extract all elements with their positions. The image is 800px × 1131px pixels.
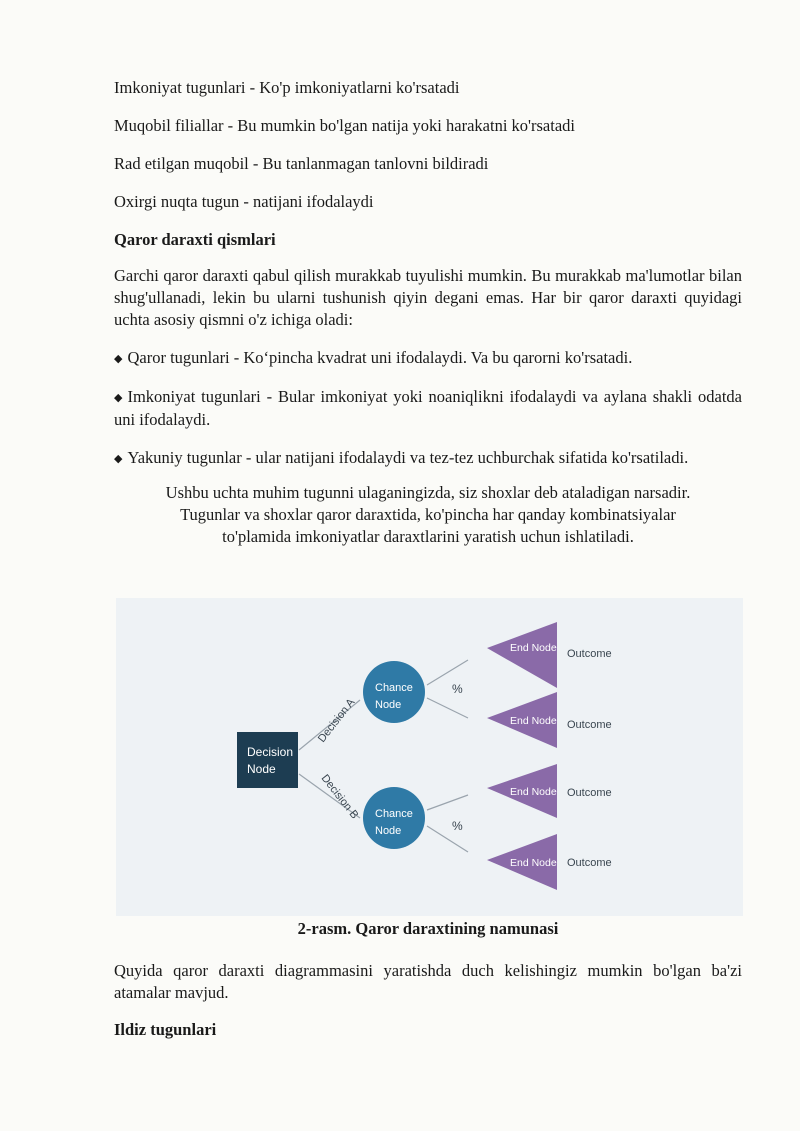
outcome-label: Outcome [567,648,612,660]
branch-label-b: Decision B [318,772,361,822]
document-body [114,72,742,548]
decision-node-square [237,732,298,788]
branch-label-a: Decision A [315,696,358,745]
outcome-label: Outcome [567,857,612,869]
branch-line [427,698,468,718]
diamond-bullet-icon: ◆ [114,353,123,365]
probability-label: % [452,819,463,833]
figure-caption: 2-rasm. Qaror daraxtining namunasi [297,919,559,938]
chance-node-label: Chance [375,808,413,820]
probability-label: % [452,682,463,696]
bullet-item [114,447,742,470]
after-figure-block [114,960,742,1041]
section-heading: Ildiz tugunlari [114,1020,217,1039]
outcome-label: Outcome [567,719,612,731]
bullet-item [114,347,742,370]
chance-node-label: Node [375,699,402,711]
decision-tree-figure [116,598,743,916]
end-node-label: End Node [510,642,557,654]
intro-paragraph: Garchi qaror daraxti qabul qilish murakkab tuyulishi mumkin. Bu murakkab ma'lumotlar bilan shug'ullanadi, lekin bu ularni tushunish qiyin degani emas. Har bir qaror daraxti quyidagi uchta asosiy qismni o'z ichiga oladi: [114,266,742,329]
bullet-text: Qaror tugunlari - Ko‘pincha kvadrat uni ifodalaydi. Va bu qarorni ko'rsatadi. [127,348,633,367]
end-node-label: End Node [510,857,557,869]
end-node-triangle [487,622,557,688]
bullet-item [114,386,742,431]
figure-caption-block [114,918,742,940]
diamond-bullet-icon: ◆ [114,453,123,465]
chance-node-label: Chance [375,682,413,694]
decision-node-label: Node [247,762,276,776]
decision-tree-diagram [116,598,743,916]
decision-node-label: Decision [247,745,294,759]
paragraph: Quyida qaror daraxti diagrammasini yaratishda duch kelishingiz mumkin bo'lgan ba'zi atamalar mavjud. [114,961,742,1002]
diamond-bullet-icon: ◆ [114,392,123,404]
centered-line: to'plamida imkoniyatlar daraxtlarini yaratish uchun ishlatiladi. [222,527,634,546]
end-node-label: End Node [510,786,557,798]
text-line: Oxirgi nuqta tugun - natijani ifodalaydi [114,192,374,211]
branch-line [427,795,468,810]
text-line: Rad etilgan muqobil - Bu tanlanmagan tanlovni bildiradi [114,154,489,173]
centered-line: Tugunlar va shoxlar qaror daraxtida, ko'pincha har qanday kombinatsiyalar [180,505,676,524]
outcome-label: Outcome [567,787,612,799]
text-line: Imkoniyat tugunlari - Ko'p imkoniyatlarni ko'rsatadi [114,78,460,97]
bullet-text: Imkoniyat tugunlari - Bular imkoniyat yoki noaniqlikni ifodalaydi va aylana shakli odatda uni ifodalaydi. [114,387,742,429]
chance-node-label: Node [375,825,402,837]
bullet-text: Yakuniy tugunlar - ular natijani ifodalaydi va tez-tez uchburchak sifatida ko'rsatiladi. [127,448,689,467]
section-heading: Qaror daraxti qismlari [114,230,276,249]
centered-line: Ushbu uchta muhim tugunni ulaganingizda, siz shoxlar deb ataladigan narsadir. [165,483,691,502]
text-line: Muqobil filiallar - Bu mumkin bo'lgan natija yoki harakatni ko'rsatadi [114,116,575,135]
end-node-label: End Node [510,715,557,727]
